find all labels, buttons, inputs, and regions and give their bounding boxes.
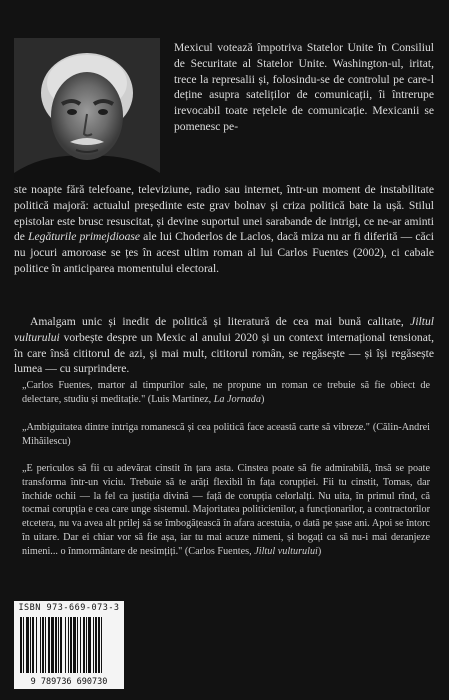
barcode-bar (93, 617, 94, 673)
book-title: Jiltul vulturului (14, 315, 434, 344)
quote-end: ) (260, 393, 265, 405)
author-portrait (14, 38, 160, 198)
review-quote-1 (22, 379, 430, 407)
barcode-bar (36, 617, 37, 673)
barcode-bar (30, 617, 31, 673)
barcode-bar (98, 617, 100, 673)
barcode-bar (70, 617, 72, 673)
quote-text: „E periculos să fii cu adevărat cinstit în țara asta. Cinstea poate să fie admirabilă, însă se poate transforma într-un viciu. Trebuie să te arăți flexibil în fața corupției. Fii tu cinstit, Tomas, dar închide ochii — la fel ca justiția divină — față de corupția celorlalți. Nu uita, în primul rînd, că tocmai corupția e cea care unge sistemul. Majoritatea politicienilor, a funcționarilor, a contractorilor etcetera, nu va avea alt prilej să se îmbogățească în afara acestuia, o dată pe șase ani. Apoi se întorc în uitare. Dar ei chiar vor să fie așa, iar tu mai acuze nimeni, și bogați ca să nu-i mai deranjeze nimeni... o înmormântare de nesimțiți." (Carlos Fuentes, (22, 463, 430, 557)
isbn-barcode (14, 601, 124, 689)
barcode-bar (83, 617, 85, 673)
blurb-text: Amalgam unic și inedit de politică și literatură de cea mai bună calitate, (30, 315, 411, 328)
isbn-label: ISBN 973-669-073-3 (18, 603, 120, 613)
barcode-bar (73, 617, 76, 673)
barcode-bar (77, 617, 78, 673)
barcode-bar (88, 617, 91, 673)
barcode-bar (48, 617, 50, 673)
barcode-bar (20, 617, 22, 673)
barcode-bar (55, 617, 57, 673)
barcode-bar (80, 617, 81, 673)
barcode-bar (42, 617, 44, 673)
quote-end: ) (317, 545, 322, 557)
barcode-bar (23, 617, 24, 673)
barcode-bar (68, 617, 69, 673)
author-portrait-image (14, 38, 160, 198)
blurb-paragraph-1-top (174, 40, 434, 135)
barcode-bar (65, 617, 66, 673)
barcode-bar (58, 617, 59, 673)
barcode-number: 9 789736 690730 (30, 677, 108, 687)
review-quote-2 (22, 421, 430, 449)
quote-text: „Ambiguitatea dintre intriga romanescă și cea politică face această carte să vibreze." (Călin-Andrei Mihăilescu) (22, 422, 430, 447)
quote-source: Jiltul vulturului (254, 545, 318, 557)
blurb-text: vorbește despre un Mexic al anului 2020 și un context internațional tensionat, în care însă cititorul de azi, și mai mult, cititorul român, se regăsește — și își regăsește lumea — cu surprindere. (14, 330, 434, 376)
book-excerpt-quote (22, 462, 430, 559)
barcode-bar (51, 617, 54, 673)
barcode-bars (18, 617, 120, 673)
quote-text: „Carlos Fuentes, martor al timpurilor sale, ne propune un roman ce trebuie să fie obiect de delectare, studiu și meditație." (Luis Martínez, (22, 380, 430, 405)
barcode-bar (60, 617, 62, 673)
blurb-text: Mexicul votează împotriva Statelor Unite în Consiliul de Securitate al Statelor Unite. Washington-ul, iritat, trece la represalii și, folosindu-se de controlul pe care-l deține asupra sateliților de comunicații, îi întrerupe irevocabil toate rețelele de comunicație. Mexicanii se pomenesc pe- (174, 41, 434, 133)
barcode-bar (86, 617, 87, 673)
blurb-text: ste noapte fără telefoane, televiziune, radio sau internet, într-un moment de instabilitate politică majoră: actualul președinte este grav bolnav și criza politică bate la ușă. Stilul epistolar este brusc resuscitat, și devine suportul unei sarabande de intrigi, ce ne-ar aminti de (14, 183, 434, 244)
barcode-bar (26, 617, 29, 673)
barcode-bar (95, 617, 97, 673)
blurb-paragraph-2 (14, 314, 434, 377)
blurb-text: ale lui Choderlos de Laclos, dacă miza nu ar fi diferită — căci nu jocuri amoroase se țes în acest ultim roman al lui Carlos Fuentes (2002), ci cabale politice în anticiparea momentului electoral. (14, 230, 434, 275)
quote-source: La Jornada (213, 393, 261, 405)
barcode-bar (45, 617, 46, 673)
blurb-paragraph-1-bottom (14, 182, 434, 277)
barcode-bar (40, 617, 41, 673)
book-title-reference: Legăturile primejdioase (28, 230, 141, 244)
barcode-bar (32, 617, 34, 673)
barcode-bar (101, 617, 102, 673)
